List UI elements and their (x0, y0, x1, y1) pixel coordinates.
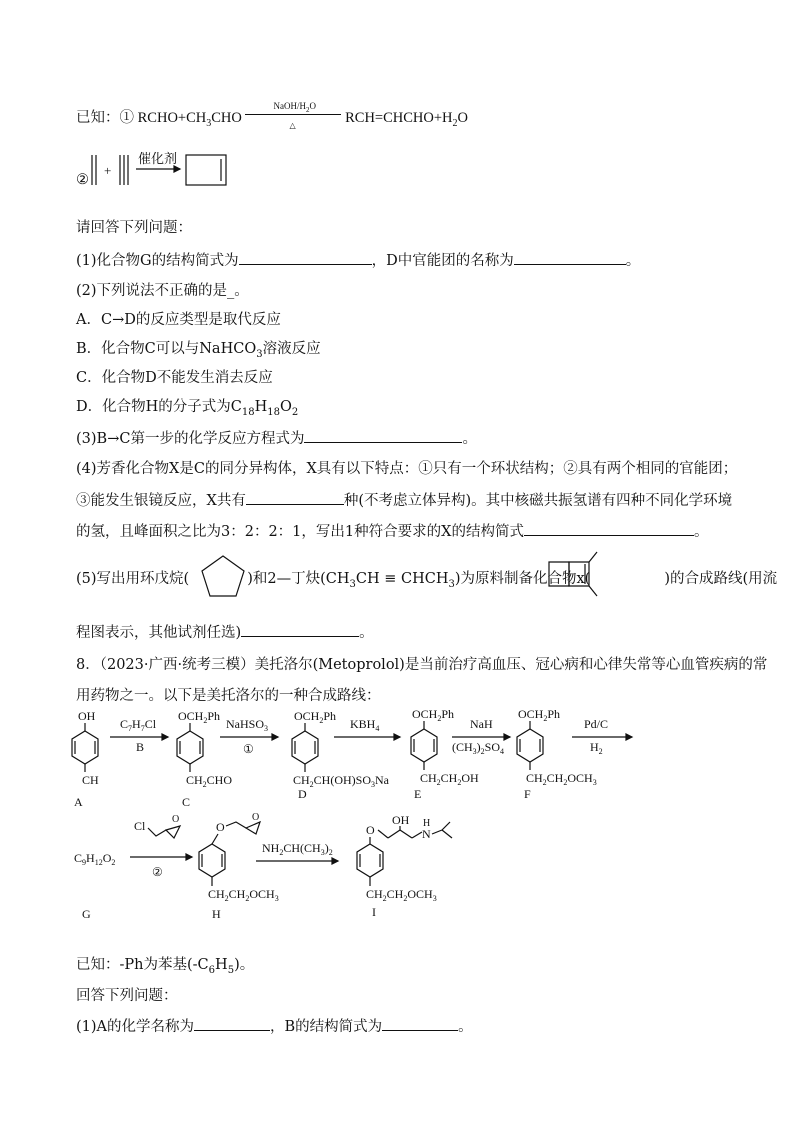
svg-text:CH2CH2OCH3: $CH_2CH_2OCH_3$ (208, 887, 279, 903)
svg-text:G: G (82, 907, 91, 921)
answer-blank[interactable] (382, 1016, 458, 1031)
reaction-arrow-3 (334, 717, 400, 740)
reaction-arrow-5 (572, 717, 632, 756)
svg-text:NaH: NaH (470, 717, 493, 731)
synthesis-scheme-row-1 (60, 706, 680, 812)
compound-c (177, 709, 232, 809)
svg-text:B: B (136, 740, 145, 754)
svg-text:OH: OH (392, 813, 410, 827)
svg-text:N: N (422, 827, 431, 841)
svg-text:OCH2Ph: $OCH_2Ph$ (178, 709, 221, 725)
svg-text:O: O (172, 814, 180, 825)
question-4-line-2: ③能发生银镜反应，X共有 种(不考虑立体异构)。其中核磁共振氢谱有四种不同化学环境 (76, 490, 732, 511)
problem-8-line-1: 8．（2023·广西·统考三模）美托洛尔(Metoprolol)是当前治疗高血压、冠心病和心律失常等心血管疾病的常 (76, 657, 768, 673)
reaction-arrow-7 (256, 841, 338, 864)
option-b: B．化合物C可以与NaHCO$_3$溶液反应 (76, 341, 321, 360)
plus-sign: + (104, 163, 112, 178)
reaction-arrow-2 (220, 717, 278, 756)
question-3: (3)B→C第一步的化学反应方程式为 。 (76, 428, 477, 449)
svg-text:CH2CHO: $CH_2CHO$ (186, 773, 233, 789)
answer-blank[interactable] (246, 490, 344, 505)
svg-text:O: O (216, 820, 225, 834)
svg-text:OH: OH (78, 709, 96, 723)
svg-text:A: A (74, 795, 83, 809)
svg-text:OCH2Ph: $OCH_2Ph$ (412, 707, 455, 723)
answer-blank[interactable] (239, 250, 372, 265)
svg-text:H: H (212, 907, 221, 921)
svg-text:CH2CH(OH)SO3Na: $CH_2CH(OH)SO_3Na$ (293, 773, 390, 789)
intro: 请回答下列问题： (76, 220, 192, 236)
option-a: A．C→D的反应类型是取代反应 (76, 312, 281, 328)
compound-h (199, 812, 279, 921)
svg-text:KBH4: $KBH_4$ (350, 717, 380, 733)
question-5-line-1: (5)写出用环戊烷( )和2—丁炔($CH_3CH$ ≡ $CHCH_3$)为原料制备化合物x( )的合成路线(用流 (76, 571, 778, 590)
svg-text:CH2CH2OH: $CH_2CH_2OH$ (420, 771, 479, 787)
known-3: 已知：-Ph为苯基$(-C_6H_5)$。 (76, 957, 255, 976)
svg-text:E: E (414, 787, 422, 801)
svg-text:F: F (524, 787, 531, 801)
question-5-line-2: 程图表示，其他试剂任选) 。 (76, 622, 374, 643)
answer-blank[interactable] (524, 521, 694, 536)
catalyst-label: 催化剂 (138, 151, 178, 166)
svg-text:I: I (372, 905, 376, 919)
reaction-arrow-1 (110, 717, 168, 754)
answer-blank[interactable] (304, 428, 462, 443)
known-2-diagram (88, 150, 248, 190)
cyclopentane-structure (198, 552, 248, 600)
reaction-arrow-6 (130, 814, 192, 879)
reaction-arrow-4 (452, 717, 510, 756)
option-c: C．化合物D不能发生消去反应 (76, 370, 273, 386)
svg-text:O: O (366, 823, 375, 837)
answer-blank[interactable] (194, 1016, 270, 1031)
svg-text:②: ② (152, 865, 163, 879)
svg-text:C7H7Cl: $C_7H_7Cl$ (120, 717, 157, 733)
question-4-line-3: 的氢，且峰面积之比为3：2：2：1，写出1种符合要求的X的结构简式 。 (76, 521, 708, 542)
compound-a (72, 709, 99, 809)
answer-blank[interactable] (514, 250, 626, 265)
svg-text:D: D (298, 787, 307, 801)
svg-text:CH2CH2OCH3: $CH_2CH_2OCH_3$ (366, 887, 437, 903)
question-4-line-1: (4)芳香化合物X是C的同分异构体，X具有以下特点：①只有一个环状结构；②具有两个相同的官能团； (76, 461, 738, 477)
answer-blank[interactable] (241, 622, 359, 637)
compound-e (411, 707, 479, 801)
svg-text:H: H (423, 818, 431, 829)
svg-text:O: O (252, 812, 260, 823)
question-8-1: (1)A的化学名称为 ，B的结构简式为 。 (76, 1016, 473, 1037)
svg-text:NH2CH(CH3)2: $NH_2CH(CH_3)_2$ (262, 841, 333, 857)
svg-text:C: C (182, 795, 191, 809)
compound-g (74, 851, 115, 921)
svg-text:CH: CH (82, 773, 99, 787)
svg-text:Pd/C: Pd/C (584, 717, 609, 731)
question-2: (2)下列说法不正确的是_。 (76, 283, 249, 299)
svg-text:CH2CH2OCH3: $CH_2CH_2OCH_3$ (526, 771, 597, 787)
compound-x-structure (539, 548, 619, 600)
svg-text:H2: $H_2$ (590, 740, 603, 756)
problem-8-line-2: 用药物之一。以下是美托洛尔的一种合成路线： (76, 688, 381, 704)
svg-text:OCH2Ph: $OCH_2Ph$ (294, 709, 337, 725)
intro-2: 回答下列问题： (76, 988, 178, 1004)
option-d: D．化合物H的分子式为$C_{18}H_{18}O_2$ (76, 399, 299, 418)
svg-text:Cl: Cl (134, 819, 146, 833)
svg-text:NaHSO3: NaHSO$_3$ (226, 717, 268, 733)
svg-text:C9H12O2: $C_9H_{12}O_2$ (74, 851, 116, 867)
known-1: 已知：① $RCHO+CH_3CHO$ NaOH/$H_2O$ △ $RCH=CHCHO+H_2O$ (76, 101, 468, 130)
svg-text:(CH3)2SO4: $(CH_3)_2SO_4$ (452, 740, 505, 756)
question-1: (1)化合物G的结构简式为 ，D中官能团的名称为 。 (76, 250, 640, 271)
svg-text:①: ① (243, 742, 254, 756)
known-2-label: ② (76, 172, 89, 188)
compound-i (350, 810, 520, 920)
svg-text:OCH2Ph: $OCH_2Ph$ (518, 707, 561, 723)
